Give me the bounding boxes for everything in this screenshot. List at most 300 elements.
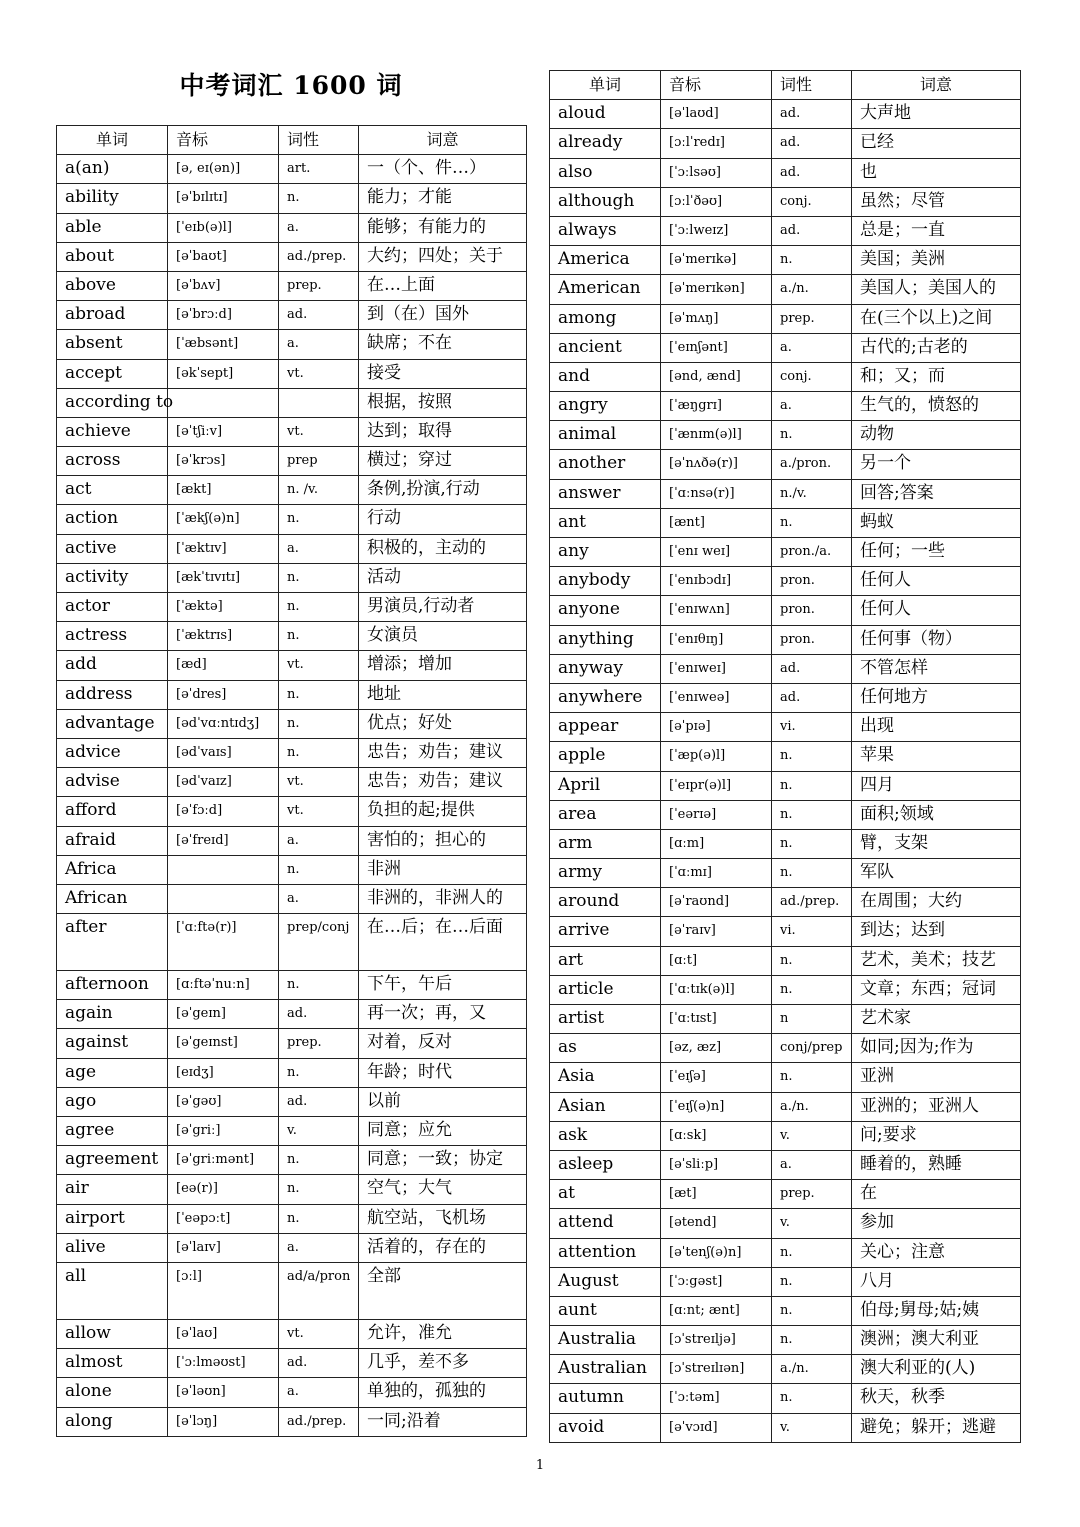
table-row — [57, 563, 527, 592]
word-cell: alone — [57, 1378, 168, 1407]
meaning-cell: 行动 — [359, 505, 527, 534]
word-cell: around — [550, 888, 661, 917]
word-cell: above — [57, 271, 168, 300]
meaning-cell: 苹果 — [852, 742, 1021, 771]
word-cell: appear — [550, 713, 661, 742]
word-cell: all — [57, 1262, 168, 1319]
phonetic-cell: [əkˈsept] — [168, 359, 279, 388]
vocab-table-right — [549, 70, 1021, 1443]
word-cell: ability — [57, 184, 168, 213]
header-word: 单词 — [57, 126, 168, 155]
word-cell: about — [57, 242, 168, 271]
table-row — [57, 855, 527, 884]
meaning-cell: 伯母;舅母;姑;姨 — [852, 1296, 1021, 1325]
table-row — [550, 1005, 1021, 1034]
table-header-row — [550, 71, 1021, 100]
word-cell: across — [57, 447, 168, 476]
pos-cell: n. — [772, 1063, 852, 1092]
word-cell: already — [550, 129, 661, 158]
pos-cell: n. — [279, 680, 359, 709]
pos-cell: n. — [279, 1204, 359, 1233]
table-row — [57, 213, 527, 242]
pos-cell: ad./prep. — [279, 242, 359, 271]
pos-cell: conj/prep — [772, 1034, 852, 1063]
phonetic-cell: [əˈbrɔːd] — [168, 301, 279, 330]
meaning-cell: 一同;沿着 — [359, 1407, 527, 1436]
meaning-cell: 澳洲；澳大利亚 — [852, 1326, 1021, 1355]
pos-cell: v. — [772, 1121, 852, 1150]
table-row — [57, 738, 527, 767]
table-row — [57, 680, 527, 709]
phonetic-cell: [ɔˈstreɪlɪən] — [661, 1355, 772, 1384]
pos-cell: ad. — [279, 1349, 359, 1378]
word-cell: avoid — [550, 1413, 661, 1442]
table-row — [550, 1238, 1021, 1267]
pos-cell: n. — [279, 1175, 359, 1204]
table-row — [57, 1407, 527, 1436]
pos-cell: n. — [772, 946, 852, 975]
phonetic-cell: [ˈɑːtɪst] — [661, 1005, 772, 1034]
word-cell: as — [550, 1034, 661, 1063]
word-cell: arm — [550, 829, 661, 858]
word-cell: again — [57, 1000, 168, 1029]
phonetic-cell: [əˈgriːmənt] — [168, 1146, 279, 1175]
phonetic-cell: [ɔˈstreɪljə] — [661, 1326, 772, 1355]
pos-cell: n. — [279, 184, 359, 213]
word-cell: according to — [57, 388, 168, 417]
phonetic-cell: [ˈɑːftə(r)] — [168, 914, 279, 971]
phonetic-cell: [ˈenɪwʌn] — [661, 596, 772, 625]
word-cell: attention — [550, 1238, 661, 1267]
word-cell: anybody — [550, 567, 661, 596]
pos-cell: n. — [279, 709, 359, 738]
phonetic-cell: [ˈɔːgəst] — [661, 1267, 772, 1296]
meaning-cell: 达到；取得 — [359, 417, 527, 446]
word-cell: advise — [57, 768, 168, 797]
phonetic-cell: [əˈbɪlɪtɪ] — [168, 184, 279, 213]
meaning-cell: 接受 — [359, 359, 527, 388]
phonetic-cell: [əˈgeɪnst] — [168, 1029, 279, 1058]
table-row — [57, 884, 527, 913]
meaning-cell: 四月 — [852, 771, 1021, 800]
meaning-cell: 已经 — [852, 129, 1021, 158]
table-row — [57, 651, 527, 680]
pos-cell: prep — [279, 447, 359, 476]
meaning-cell: 任何人 — [852, 567, 1021, 596]
meaning-cell: 艺术，美术；技艺 — [852, 946, 1021, 975]
word-cell: Asia — [550, 1063, 661, 1092]
table-row — [57, 1117, 527, 1146]
phonetic-cell: [əˈpɪə] — [661, 713, 772, 742]
pos-cell: a./n. — [772, 1355, 852, 1384]
word-cell: achieve — [57, 417, 168, 446]
table-row — [57, 1058, 527, 1087]
meaning-cell: 秋天，秋季 — [852, 1384, 1021, 1413]
phonetic-cell: [əˈraɪv] — [661, 917, 772, 946]
meaning-cell: 地址 — [359, 680, 527, 709]
phonetic-cell: [əz, æz] — [661, 1034, 772, 1063]
pos-cell: n. — [772, 742, 852, 771]
pos-cell: ad. — [772, 683, 852, 712]
word-cell: army — [550, 859, 661, 888]
header-word: 单词 — [550, 71, 661, 100]
phonetic-cell: [əˈbʌv] — [168, 271, 279, 300]
word-cell: a(an) — [57, 155, 168, 184]
meaning-cell: 非洲 — [359, 855, 527, 884]
phonetic-cell: [əˈlaʊ] — [168, 1319, 279, 1348]
pos-cell: n. — [772, 1238, 852, 1267]
pos-cell: a. — [772, 392, 852, 421]
meaning-cell: 在周围；大约 — [852, 888, 1021, 917]
table-row — [550, 392, 1021, 421]
table-row — [550, 888, 1021, 917]
pos-cell: a. — [279, 213, 359, 242]
table-row — [57, 709, 527, 738]
word-cell: actress — [57, 622, 168, 651]
meaning-cell: 再一次；再，又 — [359, 1000, 527, 1029]
word-cell: answer — [550, 479, 661, 508]
word-cell: after — [57, 914, 168, 971]
pos-cell: ad. — [279, 1000, 359, 1029]
pos-cell: a./pron. — [772, 450, 852, 479]
phonetic-cell: [ədˈvɑːntɪdʒ] — [168, 709, 279, 738]
word-cell: area — [550, 800, 661, 829]
meaning-cell: 澳大利亚的(人) — [852, 1355, 1021, 1384]
pos-cell: prep. — [772, 1180, 852, 1209]
phonetic-cell: [ˈeərɪə] — [661, 800, 772, 829]
phonetic-cell: [ɑːm] — [661, 829, 772, 858]
pos-cell: pron. — [772, 625, 852, 654]
pos-cell: a./n. — [772, 1092, 852, 1121]
phonetic-cell: [æt] — [661, 1180, 772, 1209]
table-row — [57, 1175, 527, 1204]
phonetic-cell: [æd] — [168, 651, 279, 680]
phonetic-cell: [ˈeɪpr(ə)l] — [661, 771, 772, 800]
table-row — [57, 271, 527, 300]
meaning-cell: 空气；大气 — [359, 1175, 527, 1204]
word-cell: action — [57, 505, 168, 534]
table-row — [550, 538, 1021, 567]
table-row — [550, 1355, 1021, 1384]
word-cell: April — [550, 771, 661, 800]
phonetic-cell: [ɑːnt; ænt] — [661, 1296, 772, 1325]
word-cell: accept — [57, 359, 168, 388]
meaning-cell: 蚂蚁 — [852, 508, 1021, 537]
meaning-cell: 年龄；时代 — [359, 1058, 527, 1087]
word-cell: ago — [57, 1087, 168, 1116]
phonetic-cell: [əˈkrɔs] — [168, 447, 279, 476]
table-row — [57, 971, 527, 1000]
meaning-cell: 参加 — [852, 1209, 1021, 1238]
pos-cell: vt. — [279, 417, 359, 446]
phonetic-cell: [əˈfɔːd] — [168, 797, 279, 826]
word-cell: afford — [57, 797, 168, 826]
meaning-cell: 另一个 — [852, 450, 1021, 479]
phonetic-cell: [əˈbaʊt] — [168, 242, 279, 271]
meaning-cell: 忠告；劝告；建议 — [359, 768, 527, 797]
meaning-cell: 活着的，存在的 — [359, 1233, 527, 1262]
table-row — [550, 508, 1021, 537]
phonetic-cell: [əˈlɔŋ] — [168, 1407, 279, 1436]
pos-cell: n. /v. — [279, 476, 359, 505]
meaning-cell: 亚洲 — [852, 1063, 1021, 1092]
page-number: 1 — [535, 1458, 545, 1473]
phonetic-cell — [168, 388, 279, 417]
word-cell: animal — [550, 421, 661, 450]
header-phonetic: 音标 — [661, 71, 772, 100]
meaning-cell: 臂，支架 — [852, 829, 1021, 858]
table-row — [550, 1296, 1021, 1325]
phonetic-cell: [əˈlaʊd] — [661, 100, 772, 129]
table-row — [57, 184, 527, 213]
meaning-cell: 以前 — [359, 1087, 527, 1116]
pos-cell: n. — [772, 800, 852, 829]
meaning-cell: 允许，准允 — [359, 1319, 527, 1348]
table-row — [550, 917, 1021, 946]
meaning-cell: 女演员 — [359, 622, 527, 651]
meaning-cell: 下午，午后 — [359, 971, 527, 1000]
word-cell: asleep — [550, 1150, 661, 1179]
table-row — [57, 388, 527, 417]
pos-cell: a. — [772, 1150, 852, 1179]
word-cell: advice — [57, 738, 168, 767]
phonetic-cell: [ˈenɪweə] — [661, 683, 772, 712]
word-cell: able — [57, 213, 168, 242]
table-row — [57, 1378, 527, 1407]
word-cell: actor — [57, 593, 168, 622]
word-cell: anywhere — [550, 683, 661, 712]
phonetic-cell: [eə(r)] — [168, 1175, 279, 1204]
meaning-cell: 几乎，差不多 — [359, 1349, 527, 1378]
phonetic-cell: [ˈenɪbɔdɪ] — [661, 567, 772, 596]
word-cell: abroad — [57, 301, 168, 330]
pos-cell: ad. — [772, 158, 852, 187]
word-cell: and — [550, 362, 661, 391]
pos-cell: ad. — [772, 654, 852, 683]
pos-cell: vt. — [279, 651, 359, 680]
word-cell: anything — [550, 625, 661, 654]
phonetic-cell: [ˈɑːnsə(r)] — [661, 479, 772, 508]
phonetic-cell: [əˈnʌðə(r)] — [661, 450, 772, 479]
phonetic-cell: [ˈæktɪv] — [168, 534, 279, 563]
pos-cell: a./n. — [772, 275, 852, 304]
meaning-cell: 八月 — [852, 1267, 1021, 1296]
meaning-cell: 根据，按照 — [359, 388, 527, 417]
meaning-cell: 生气的，愤怒的 — [852, 392, 1021, 421]
pos-cell: conj. — [772, 362, 852, 391]
meaning-cell: 亚洲的；亚洲人 — [852, 1092, 1021, 1121]
meaning-cell: 美国；美洲 — [852, 246, 1021, 275]
table-row — [57, 359, 527, 388]
word-cell: apple — [550, 742, 661, 771]
pos-cell: ad. — [279, 1087, 359, 1116]
pos-cell: a. — [279, 826, 359, 855]
word-cell: add — [57, 651, 168, 680]
word-cell: alive — [57, 1233, 168, 1262]
phonetic-cell: [ˈeɪʃ(ə)n] — [661, 1092, 772, 1121]
word-cell: although — [550, 187, 661, 216]
word-cell: also — [550, 158, 661, 187]
pos-cell: pron. — [772, 596, 852, 625]
pos-cell: n. — [279, 738, 359, 767]
table-row — [550, 421, 1021, 450]
meaning-cell: 积极的，主动的 — [359, 534, 527, 563]
table-row — [550, 216, 1021, 245]
word-cell: activity — [57, 563, 168, 592]
word-cell: anyone — [550, 596, 661, 625]
pos-cell: n — [772, 1005, 852, 1034]
table-row — [57, 1349, 527, 1378]
pos-cell: ad./prep. — [279, 1407, 359, 1436]
word-cell: ask — [550, 1121, 661, 1150]
word-cell: African — [57, 884, 168, 913]
meaning-cell: 虽然；尽管 — [852, 187, 1021, 216]
table-row — [550, 1121, 1021, 1150]
word-cell: at — [550, 1180, 661, 1209]
meaning-cell: 任何地方 — [852, 683, 1021, 712]
word-cell: act — [57, 476, 168, 505]
phonetic-cell: [ˈæktrɪs] — [168, 622, 279, 651]
phonetic-cell: [ˈɔːlweɪz] — [661, 216, 772, 245]
word-cell: absent — [57, 330, 168, 359]
phonetic-cell: [ɔːlˈredɪ] — [661, 129, 772, 158]
phonetic-cell: [ˈɑːtɪk(ə)l] — [661, 975, 772, 1004]
pos-cell: ad/a/pron — [279, 1262, 359, 1319]
pos-cell: prep. — [279, 1029, 359, 1058]
meaning-cell: 对着，反对 — [359, 1029, 527, 1058]
pos-cell: vt. — [279, 359, 359, 388]
table-row — [57, 1204, 527, 1233]
meaning-cell: 全部 — [359, 1262, 527, 1319]
word-cell: address — [57, 680, 168, 709]
phonetic-cell: [ˈenɪweɪ] — [661, 654, 772, 683]
pos-cell: ad. — [772, 129, 852, 158]
pos-cell: n. — [279, 971, 359, 1000]
meaning-cell: 大声地 — [852, 100, 1021, 129]
meaning-cell: 一（个、件…） — [359, 155, 527, 184]
pos-cell: vt. — [279, 1319, 359, 1348]
meaning-cell: 在…上面 — [359, 271, 527, 300]
table-row — [550, 800, 1021, 829]
table-row — [57, 1029, 527, 1058]
header-meaning: 词意 — [359, 126, 527, 155]
phonetic-cell: [ətend] — [661, 1209, 772, 1238]
phonetic-cell: [ˈeəpɔːt] — [168, 1204, 279, 1233]
phonetic-cell: [ækˈtɪvɪtɪ] — [168, 563, 279, 592]
pos-cell: n. — [279, 593, 359, 622]
meaning-cell: 单独的，孤独的 — [359, 1378, 527, 1407]
table-row — [550, 100, 1021, 129]
meaning-cell: 在(三个以上)之间 — [852, 304, 1021, 333]
meaning-cell: 面积;领域 — [852, 800, 1021, 829]
word-cell: another — [550, 450, 661, 479]
pos-cell: ad./prep. — [772, 888, 852, 917]
pos-cell: n. — [772, 421, 852, 450]
table-row — [550, 275, 1021, 304]
header-meaning: 词意 — [852, 71, 1021, 100]
phonetic-cell: [əˈtʃiːv] — [168, 417, 279, 446]
table-row — [550, 946, 1021, 975]
word-cell: August — [550, 1267, 661, 1296]
word-cell: Australia — [550, 1326, 661, 1355]
phonetic-cell: [ˈeɪnʃənt] — [661, 333, 772, 362]
meaning-cell: 在…后；在…后面 — [359, 914, 527, 971]
phonetic-cell — [168, 855, 279, 884]
pos-cell: a. — [772, 333, 852, 362]
meaning-cell: 艺术家 — [852, 1005, 1021, 1034]
table-row — [550, 1034, 1021, 1063]
word-cell: always — [550, 216, 661, 245]
vocab-table-left — [56, 125, 527, 1437]
table-row — [57, 242, 527, 271]
pos-cell: a. — [279, 1233, 359, 1262]
table-row — [57, 447, 527, 476]
meaning-cell: 害怕的；担心的 — [359, 826, 527, 855]
table-row — [57, 476, 527, 505]
table-row — [550, 304, 1021, 333]
word-cell: art — [550, 946, 661, 975]
table-row — [57, 1262, 527, 1319]
meaning-cell: 也 — [852, 158, 1021, 187]
phonetic-cell: [əˈlaɪv] — [168, 1233, 279, 1262]
phonetic-cell: [ˈɔːtəm] — [661, 1384, 772, 1413]
word-cell: age — [57, 1058, 168, 1087]
table-row — [550, 859, 1021, 888]
phonetic-cell: [ˈæktə] — [168, 593, 279, 622]
meaning-cell: 回答;答案 — [852, 479, 1021, 508]
table-row — [550, 1180, 1021, 1209]
phonetic-cell: [ɔːlˈðəʊ] — [661, 187, 772, 216]
table-header-row — [57, 126, 527, 155]
pos-cell: a. — [279, 1378, 359, 1407]
meaning-cell: 在 — [852, 1180, 1021, 1209]
meaning-cell: 同意；应允 — [359, 1117, 527, 1146]
meaning-cell: 忠告；劝告；建议 — [359, 738, 527, 767]
pos-cell: n. — [279, 563, 359, 592]
pos-cell: prep. — [772, 304, 852, 333]
pos-cell: vi. — [772, 713, 852, 742]
word-cell: Australian — [550, 1355, 661, 1384]
pos-cell: pron. — [772, 567, 852, 596]
word-cell: any — [550, 538, 661, 567]
word-cell: article — [550, 975, 661, 1004]
word-cell: America — [550, 246, 661, 275]
table-row — [550, 1063, 1021, 1092]
pos-cell — [279, 388, 359, 417]
phonetic-cell: [əˈləʊn] — [168, 1378, 279, 1407]
table-row — [57, 330, 527, 359]
meaning-cell: 同意；一致；协定 — [359, 1146, 527, 1175]
phonetic-cell: [ˈeɪb(ə)l] — [168, 213, 279, 242]
meaning-cell: 能力；才能 — [359, 184, 527, 213]
phonetic-cell: [ækt] — [168, 476, 279, 505]
word-cell: American — [550, 275, 661, 304]
phonetic-cell: [ɑːt] — [661, 946, 772, 975]
table-row — [550, 625, 1021, 654]
phonetic-cell: [əˈgəʊ] — [168, 1087, 279, 1116]
phonetic-cell: [ˈæŋgrɪ] — [661, 392, 772, 421]
word-cell: air — [57, 1175, 168, 1204]
meaning-cell: 不管怎样 — [852, 654, 1021, 683]
pos-cell: n. — [772, 829, 852, 858]
table-row — [57, 622, 527, 651]
meaning-cell: 任何；一些 — [852, 538, 1021, 567]
word-cell: airport — [57, 1204, 168, 1233]
pos-cell: ad. — [772, 100, 852, 129]
pos-cell: n. — [279, 622, 359, 651]
table-row — [57, 505, 527, 534]
table-row — [550, 1384, 1021, 1413]
